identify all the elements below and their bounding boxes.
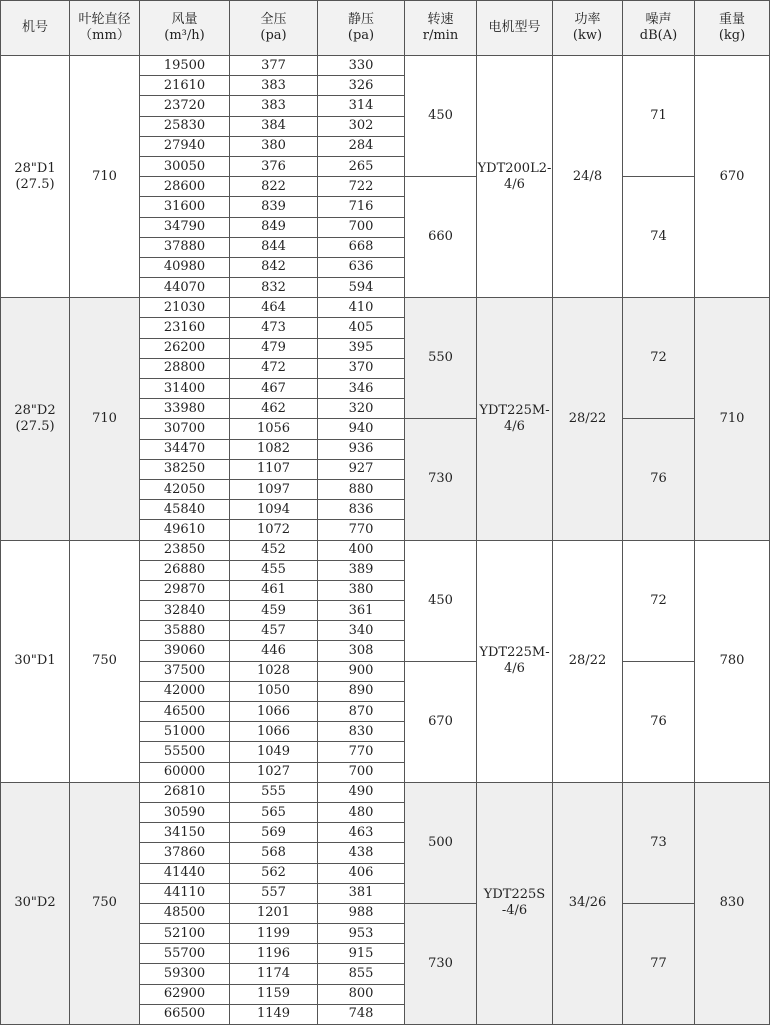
- airflow-cell: 41440: [140, 863, 230, 883]
- static-pressure-cell: 370: [318, 358, 405, 378]
- static-pressure-cell: 381: [318, 883, 405, 903]
- total-pressure-cell: 455: [230, 560, 318, 580]
- airflow-cell: 62900: [140, 984, 230, 1004]
- static-pressure-cell: 380: [318, 580, 405, 600]
- static-pressure-cell: 480: [318, 802, 405, 822]
- model-cell: 30"D2: [1, 782, 70, 1024]
- table-row: [1, 782, 770, 802]
- total-pressure-cell: 555: [230, 782, 318, 802]
- static-pressure-cell: 330: [318, 56, 405, 76]
- static-pressure-cell: 594: [318, 278, 405, 298]
- static-pressure-cell: 953: [318, 924, 405, 944]
- static-pressure-cell: 302: [318, 116, 405, 136]
- total-pressure-cell: 383: [230, 96, 318, 116]
- static-pressure-cell: 405: [318, 318, 405, 338]
- noise-cell: 74: [623, 177, 695, 298]
- table-row: [1, 540, 770, 560]
- static-pressure-cell: 463: [318, 823, 405, 843]
- header-speed: 转速 r/min: [405, 1, 477, 56]
- total-pressure-cell: 461: [230, 580, 318, 600]
- total-pressure-cell: 569: [230, 823, 318, 843]
- static-pressure-cell: 438: [318, 843, 405, 863]
- airflow-cell: 23850: [140, 540, 230, 560]
- airflow-cell: 49610: [140, 520, 230, 540]
- total-pressure-cell: 459: [230, 601, 318, 621]
- model-cell: 28"D2 (27.5): [1, 298, 70, 540]
- total-pressure-cell: 467: [230, 379, 318, 399]
- noise-cell: 76: [623, 661, 695, 782]
- static-pressure-cell: 722: [318, 177, 405, 197]
- weight-cell: 830: [695, 782, 770, 1024]
- header-weight: 重量 (kg): [695, 1, 770, 56]
- static-pressure-cell: 800: [318, 984, 405, 1004]
- airflow-cell: 39060: [140, 641, 230, 661]
- static-pressure-cell: 770: [318, 520, 405, 540]
- header-airflow: 风量 (m³/h): [140, 1, 230, 56]
- static-pressure-cell: 716: [318, 197, 405, 217]
- static-pressure-cell: 830: [318, 722, 405, 742]
- static-pressure-cell: 340: [318, 621, 405, 641]
- header-diameter: 叶轮直径 （mm）: [70, 1, 140, 56]
- static-pressure-cell: 927: [318, 459, 405, 479]
- weight-cell: 780: [695, 540, 770, 782]
- total-pressure-cell: 1097: [230, 479, 318, 499]
- motor-model-cell: YDT225M- 4/6: [477, 298, 553, 540]
- static-pressure-cell: 308: [318, 641, 405, 661]
- table-row: [1, 298, 770, 318]
- airflow-cell: 52100: [140, 924, 230, 944]
- airflow-cell: 26810: [140, 782, 230, 802]
- noise-cell: 77: [623, 903, 695, 1024]
- airflow-cell: 21030: [140, 298, 230, 318]
- total-pressure-cell: 452: [230, 540, 318, 560]
- total-pressure-cell: 1072: [230, 520, 318, 540]
- airflow-cell: 30700: [140, 419, 230, 439]
- static-pressure-cell: 668: [318, 237, 405, 257]
- airflow-cell: 42050: [140, 479, 230, 499]
- airflow-cell: 23720: [140, 96, 230, 116]
- static-pressure-cell: 700: [318, 762, 405, 782]
- total-pressure-cell: 1201: [230, 903, 318, 923]
- static-pressure-cell: 326: [318, 76, 405, 96]
- static-pressure-cell: 770: [318, 742, 405, 762]
- static-pressure-cell: 395: [318, 338, 405, 358]
- airflow-cell: 30590: [140, 802, 230, 822]
- total-pressure-cell: 383: [230, 76, 318, 96]
- noise-cell: 72: [623, 298, 695, 419]
- total-pressure-cell: 1199: [230, 924, 318, 944]
- airflow-cell: 55500: [140, 742, 230, 762]
- airflow-cell: 31600: [140, 197, 230, 217]
- noise-cell: 76: [623, 419, 695, 540]
- static-pressure-cell: 400: [318, 540, 405, 560]
- airflow-cell: 37500: [140, 661, 230, 681]
- static-pressure-cell: 855: [318, 964, 405, 984]
- static-pressure-cell: 900: [318, 661, 405, 681]
- airflow-cell: 66500: [140, 1004, 230, 1024]
- airflow-cell: 35880: [140, 621, 230, 641]
- total-pressure-cell: 562: [230, 863, 318, 883]
- total-pressure-cell: 1174: [230, 964, 318, 984]
- total-pressure-cell: 557: [230, 883, 318, 903]
- airflow-cell: 26880: [140, 560, 230, 580]
- total-pressure-cell: 1066: [230, 722, 318, 742]
- airflow-cell: 34150: [140, 823, 230, 843]
- airflow-cell: 21610: [140, 76, 230, 96]
- static-pressure-cell: 406: [318, 863, 405, 883]
- table-body: [1, 56, 770, 1025]
- static-pressure-cell: 988: [318, 903, 405, 923]
- motor-model-cell: YDT200L2- 4/6: [477, 56, 553, 298]
- total-pressure-cell: 1049: [230, 742, 318, 762]
- total-pressure-cell: 565: [230, 802, 318, 822]
- airflow-cell: 59300: [140, 964, 230, 984]
- diameter-cell: 750: [70, 540, 140, 782]
- power-cell: 28/22: [553, 298, 623, 540]
- airflow-cell: 34470: [140, 439, 230, 459]
- airflow-cell: 45840: [140, 500, 230, 520]
- static-pressure-cell: 748: [318, 1004, 405, 1024]
- total-pressure-cell: 1149: [230, 1004, 318, 1024]
- airflow-cell: 28800: [140, 358, 230, 378]
- speed-cell: 670: [405, 661, 477, 782]
- header-row: [1, 1, 770, 56]
- static-pressure-cell: 870: [318, 702, 405, 722]
- airflow-cell: 32840: [140, 601, 230, 621]
- airflow-cell: 19500: [140, 56, 230, 76]
- airflow-cell: 37880: [140, 237, 230, 257]
- power-cell: 28/22: [553, 540, 623, 782]
- total-pressure-cell: 1027: [230, 762, 318, 782]
- total-pressure-cell: 1107: [230, 459, 318, 479]
- total-pressure-cell: 384: [230, 116, 318, 136]
- static-pressure-cell: 346: [318, 379, 405, 399]
- noise-cell: 72: [623, 540, 695, 661]
- static-pressure-cell: 890: [318, 681, 405, 701]
- airflow-cell: 34790: [140, 217, 230, 237]
- header-static-pressure: 静压 (pa): [318, 1, 405, 56]
- noise-cell: 71: [623, 56, 695, 177]
- airflow-cell: 29870: [140, 580, 230, 600]
- airflow-cell: 23160: [140, 318, 230, 338]
- airflow-cell: 44110: [140, 883, 230, 903]
- airflow-cell: 30050: [140, 156, 230, 176]
- diameter-cell: 750: [70, 782, 140, 1024]
- model-cell: 30"D1: [1, 540, 70, 782]
- static-pressure-cell: 700: [318, 217, 405, 237]
- diameter-cell: 710: [70, 298, 140, 540]
- static-pressure-cell: 936: [318, 439, 405, 459]
- static-pressure-cell: 361: [318, 601, 405, 621]
- static-pressure-cell: 915: [318, 944, 405, 964]
- airflow-cell: 60000: [140, 762, 230, 782]
- total-pressure-cell: 1050: [230, 681, 318, 701]
- total-pressure-cell: 839: [230, 197, 318, 217]
- static-pressure-cell: 320: [318, 399, 405, 419]
- total-pressure-cell: 1028: [230, 661, 318, 681]
- header-power: 功率 (kw): [553, 1, 623, 56]
- model-cell: 28"D1 (27.5): [1, 56, 70, 298]
- airflow-cell: 42000: [140, 681, 230, 701]
- airflow-cell: 26200: [140, 338, 230, 358]
- speed-cell: 450: [405, 540, 477, 661]
- total-pressure-cell: 832: [230, 278, 318, 298]
- static-pressure-cell: 490: [318, 782, 405, 802]
- total-pressure-cell: 849: [230, 217, 318, 237]
- static-pressure-cell: 410: [318, 298, 405, 318]
- static-pressure-cell: 880: [318, 479, 405, 499]
- airflow-cell: 25830: [140, 116, 230, 136]
- header-total-pressure: 全压 (pa): [230, 1, 318, 56]
- total-pressure-cell: 464: [230, 298, 318, 318]
- motor-model-cell: YDT225M- 4/6: [477, 540, 553, 782]
- airflow-cell: 40980: [140, 257, 230, 277]
- airflow-cell: 31400: [140, 379, 230, 399]
- noise-cell: 73: [623, 782, 695, 903]
- airflow-cell: 51000: [140, 722, 230, 742]
- speed-cell: 500: [405, 782, 477, 903]
- total-pressure-cell: 479: [230, 338, 318, 358]
- total-pressure-cell: 377: [230, 56, 318, 76]
- airflow-cell: 27940: [140, 136, 230, 156]
- power-cell: 24/8: [553, 56, 623, 298]
- airflow-cell: 28600: [140, 177, 230, 197]
- total-pressure-cell: 1056: [230, 419, 318, 439]
- total-pressure-cell: 462: [230, 399, 318, 419]
- speed-cell: 550: [405, 298, 477, 419]
- header-motor-model: 电机型号: [477, 1, 553, 56]
- airflow-cell: 48500: [140, 903, 230, 923]
- total-pressure-cell: 473: [230, 318, 318, 338]
- speed-cell: 450: [405, 56, 477, 177]
- static-pressure-cell: 284: [318, 136, 405, 156]
- airflow-cell: 55700: [140, 944, 230, 964]
- total-pressure-cell: 844: [230, 237, 318, 257]
- power-cell: 34/26: [553, 782, 623, 1024]
- static-pressure-cell: 389: [318, 560, 405, 580]
- motor-model-cell: YDT225S -4/6: [477, 782, 553, 1024]
- total-pressure-cell: 457: [230, 621, 318, 641]
- table-row: [1, 56, 770, 76]
- total-pressure-cell: 568: [230, 843, 318, 863]
- header-noise: 噪声 dB(A): [623, 1, 695, 56]
- speed-cell: 730: [405, 419, 477, 540]
- total-pressure-cell: 1066: [230, 702, 318, 722]
- static-pressure-cell: 314: [318, 96, 405, 116]
- speed-cell: 730: [405, 903, 477, 1024]
- weight-cell: 670: [695, 56, 770, 298]
- airflow-cell: 38250: [140, 459, 230, 479]
- airflow-cell: 33980: [140, 399, 230, 419]
- total-pressure-cell: 1094: [230, 500, 318, 520]
- total-pressure-cell: 1196: [230, 944, 318, 964]
- diameter-cell: 710: [70, 56, 140, 298]
- header-model: 机号: [1, 1, 70, 56]
- total-pressure-cell: 842: [230, 257, 318, 277]
- total-pressure-cell: 380: [230, 136, 318, 156]
- static-pressure-cell: 836: [318, 500, 405, 520]
- airflow-cell: 46500: [140, 702, 230, 722]
- airflow-cell: 37860: [140, 843, 230, 863]
- total-pressure-cell: 1159: [230, 984, 318, 1004]
- total-pressure-cell: 822: [230, 177, 318, 197]
- static-pressure-cell: 265: [318, 156, 405, 176]
- total-pressure-cell: 472: [230, 358, 318, 378]
- total-pressure-cell: 1082: [230, 439, 318, 459]
- airflow-cell: 44070: [140, 278, 230, 298]
- speed-cell: 660: [405, 177, 477, 298]
- total-pressure-cell: 446: [230, 641, 318, 661]
- static-pressure-cell: 940: [318, 419, 405, 439]
- weight-cell: 710: [695, 298, 770, 540]
- static-pressure-cell: 636: [318, 257, 405, 277]
- total-pressure-cell: 376: [230, 156, 318, 176]
